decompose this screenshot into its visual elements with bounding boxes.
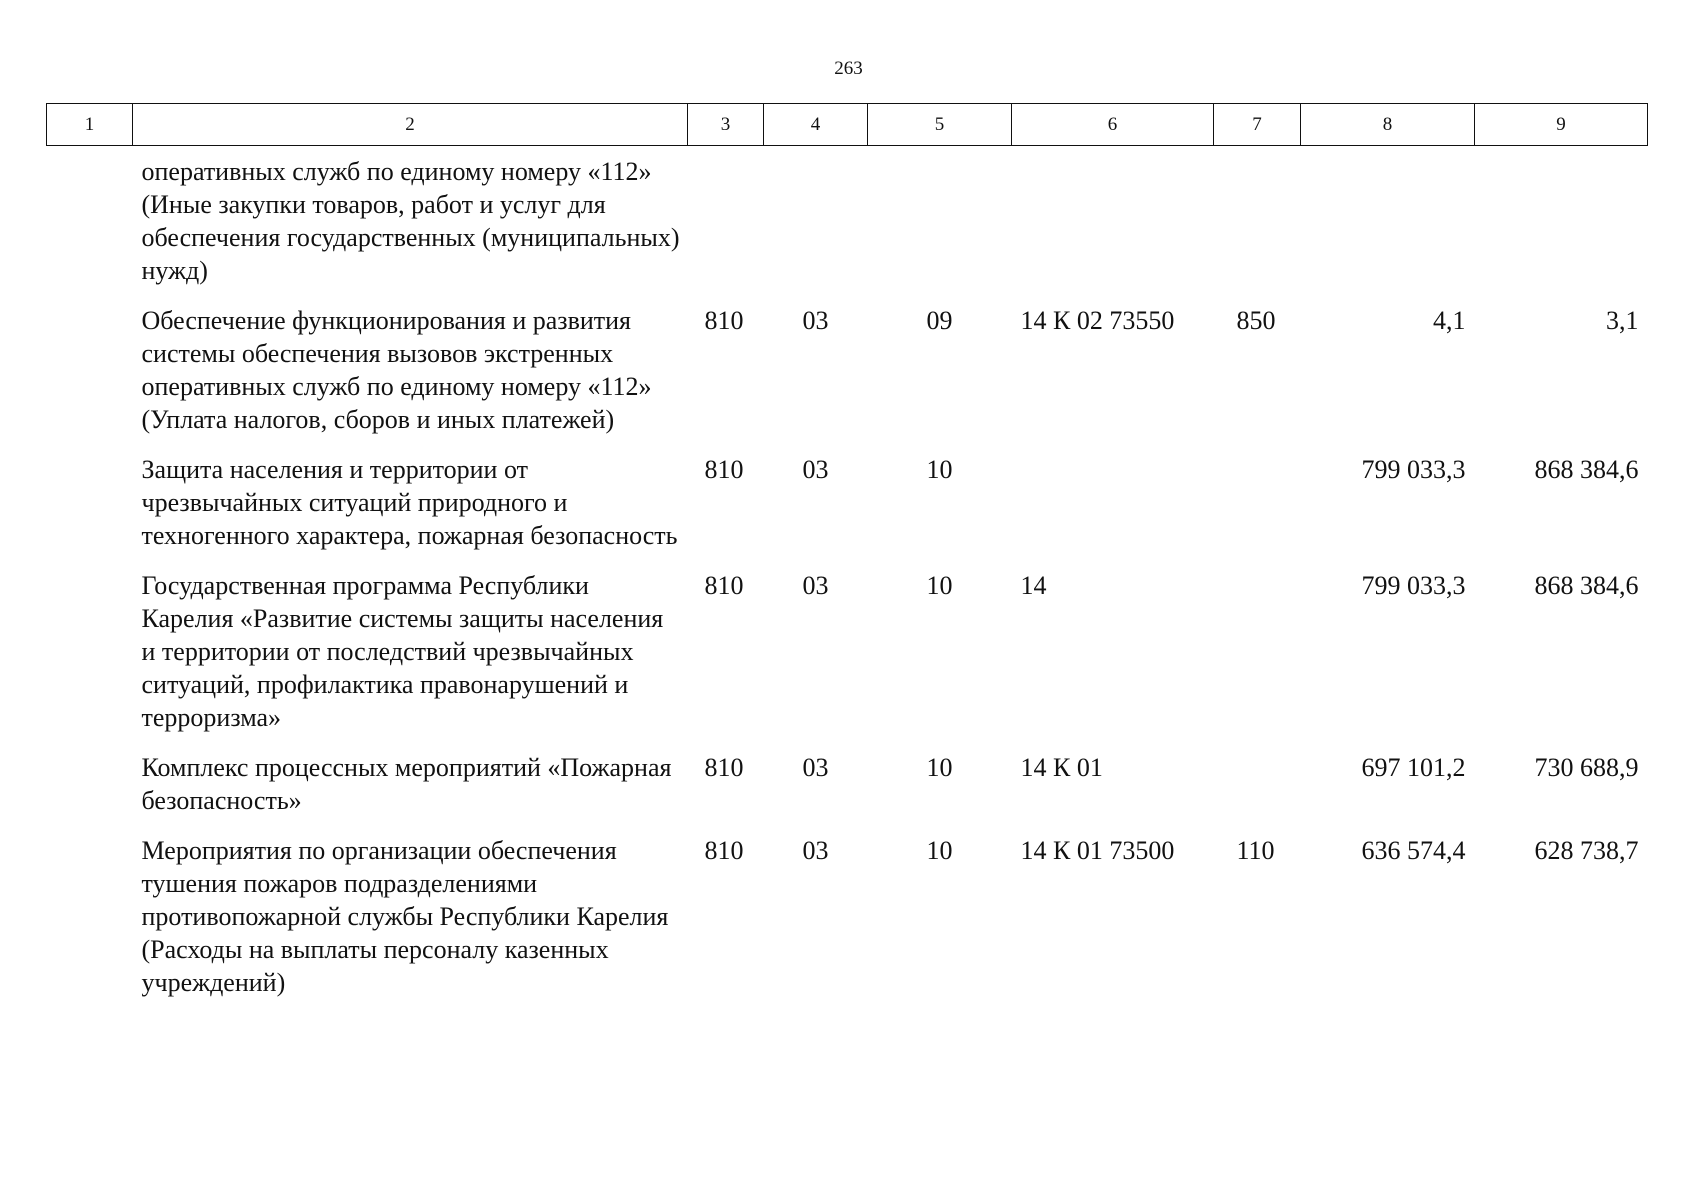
table-body xyxy=(47,146,1648,1017)
cell-col-7: 850 xyxy=(1236,306,1276,335)
page-number: 263 xyxy=(834,58,863,79)
cell-col-4 xyxy=(764,146,868,305)
cell-col-6: 14 К 01 xyxy=(1020,753,1103,782)
cell-col-4: 03 xyxy=(802,571,829,600)
table-row xyxy=(47,146,1648,305)
cell-col-1 xyxy=(47,146,133,305)
cell-name: Государственная программа Республики Карелия «Развитие системы защиты населения и территории от последствий чрезвычайных ситуаций, профилактика правонарушений и терроризма» xyxy=(141,571,664,732)
cell-col-7 xyxy=(1214,453,1301,569)
cell-col-7: 110 xyxy=(1236,836,1275,865)
cell-col-3: 810 xyxy=(704,753,744,782)
cell-col-9: 868 384,6 xyxy=(1534,571,1639,600)
table-row xyxy=(47,569,1648,751)
budget-table xyxy=(46,103,1648,1016)
cell-col-7 xyxy=(1214,569,1301,751)
cell-col-4: 03 xyxy=(802,836,829,865)
table-row xyxy=(47,834,1648,1016)
table-row xyxy=(47,304,1648,453)
cell-col-8 xyxy=(1301,146,1475,305)
cell-col-6: 14 К 01 73500 xyxy=(1020,836,1175,865)
cell-col-9: 868 384,6 xyxy=(1534,455,1639,484)
column-header-4: 4 xyxy=(764,104,868,146)
table-row xyxy=(47,751,1648,834)
cell-col-1 xyxy=(47,834,133,1016)
column-header-6: 6 xyxy=(1012,104,1214,146)
cell-col-6 xyxy=(1012,453,1214,569)
cell-col-7 xyxy=(1214,751,1301,834)
cell-col-7 xyxy=(1214,146,1301,305)
cell-col-6: 14 xyxy=(1020,571,1047,600)
cell-col-1 xyxy=(47,751,133,834)
column-header-7: 7 xyxy=(1214,104,1301,146)
cell-col-3: 810 xyxy=(704,836,744,865)
cell-name: Комплекс процессных мероприятий «Пожарная безопасность» xyxy=(141,753,672,815)
cell-col-8: 4,1 xyxy=(1433,306,1466,335)
cell-col-9: 628 738,7 xyxy=(1534,836,1639,865)
cell-name: Защита населения и территории от чрезвычайных ситуаций природного и техногенного характера, пожарная безопасность xyxy=(141,455,678,550)
column-header-5: 5 xyxy=(868,104,1012,146)
cell-col-6: 14 К 02 73550 xyxy=(1020,306,1175,335)
cell-col-9: 730 688,9 xyxy=(1534,753,1639,782)
column-header-1: 1 xyxy=(47,104,133,146)
cell-col-6 xyxy=(1012,146,1214,305)
column-header-8: 8 xyxy=(1301,104,1475,146)
cell-col-8: 799 033,3 xyxy=(1361,455,1466,484)
cell-col-3 xyxy=(688,146,764,305)
header-row xyxy=(47,104,1648,146)
cell-name: Мероприятия по организации обеспечения тушения пожаров подразделениями противопожарной службы Республики Карелия (Расходы на выплаты персоналу казенных учреждений) xyxy=(141,836,669,997)
cell-col-1 xyxy=(47,453,133,569)
table-header xyxy=(47,104,1648,146)
cell-col-4: 03 xyxy=(802,306,829,335)
cell-col-5 xyxy=(868,146,1012,305)
table-row xyxy=(47,453,1648,569)
cell-name: Обеспечение функционирования и развития системы обеспечения вызовов экстренных оперативных служб по единому номеру «112» (Уплата налогов, сборов и иных платежей) xyxy=(141,306,652,434)
cell-col-3: 810 xyxy=(704,455,744,484)
cell-col-3: 810 xyxy=(704,571,744,600)
cell-col-5: 10 xyxy=(926,836,953,865)
cell-col-8: 697 101,2 xyxy=(1361,753,1466,782)
cell-col-5: 09 xyxy=(926,306,953,335)
cell-col-9: 3,1 xyxy=(1606,306,1639,335)
column-header-9: 9 xyxy=(1475,104,1648,146)
cell-col-3: 810 xyxy=(704,306,744,335)
column-header-2: 2 xyxy=(133,104,688,146)
cell-col-4: 03 xyxy=(802,455,829,484)
cell-col-5: 10 xyxy=(926,455,953,484)
cell-col-8: 636 574,4 xyxy=(1361,836,1466,865)
cell-col-5: 10 xyxy=(926,571,953,600)
cell-col-4: 03 xyxy=(802,753,829,782)
cell-col-1 xyxy=(47,569,133,751)
cell-col-5: 10 xyxy=(926,753,953,782)
cell-name: оперативных служб по единому номеру «112» (Иные закупки товаров, работ и услуг для обеспечения государственных (муниципальных) нужд) xyxy=(141,157,680,285)
column-header-3: 3 xyxy=(688,104,764,146)
cell-col-8: 799 033,3 xyxy=(1361,571,1466,600)
cell-col-9 xyxy=(1475,146,1648,305)
cell-col-1 xyxy=(47,304,133,453)
